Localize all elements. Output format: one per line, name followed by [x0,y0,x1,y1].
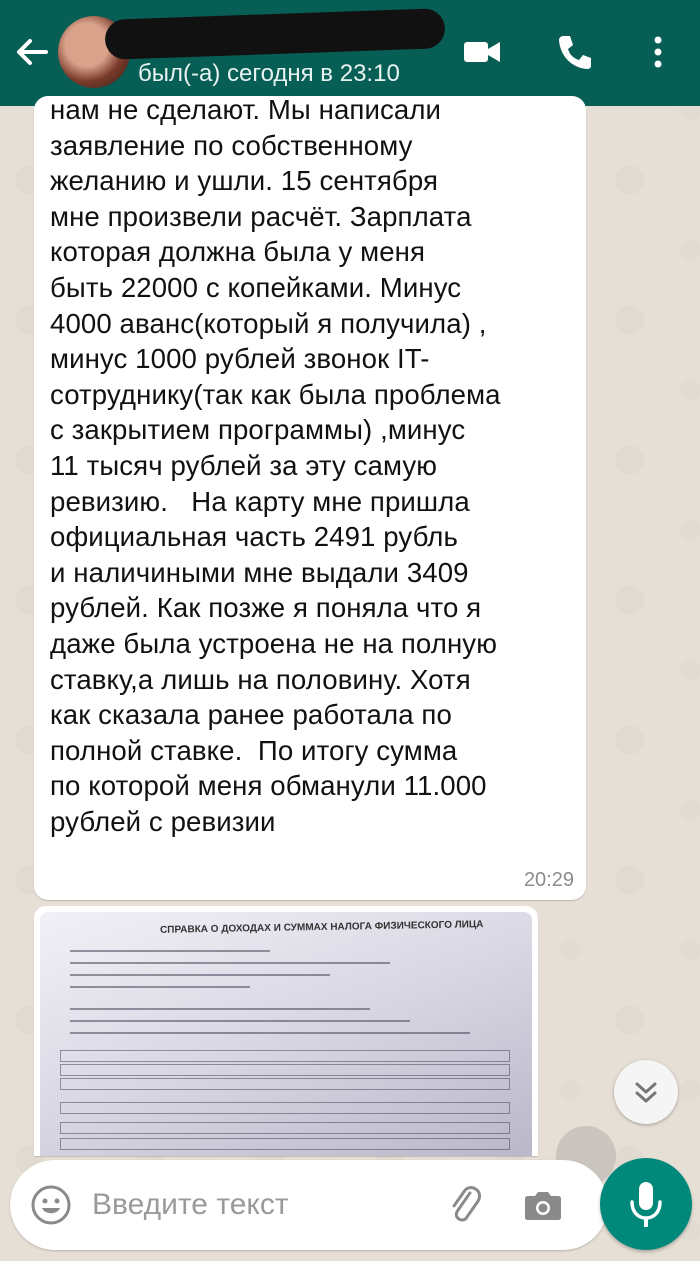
back-button[interactable] [10,30,54,74]
document-table-row [60,1050,510,1062]
document-text-line [70,986,250,988]
message-text: нам не сделают. Мы написали заявление по собственному желанию и ушли. 15 сентября мне произвели расчёт. Зарплата которая должна была у меня быть 22000 с копейками. Минус 4000 аванс(который я получила) , минус 1000 рублей звонок IT- сотруднику(так как была проблема с закрытием программы) ,минус 11 тысяч рублей за эту самую ревизию. На карту мне пришла официальная часть 2491 рубль и наличиными мне выдали 3409 рублей. Как позже я поняла что я даже была устроена не на полную ставку,а лишь на половину. Хотя как сказала ранее работала по полной ставке. По итогу сумма по которой меня обманули 11.000 рублей с ревизии [50,96,501,837]
incoming-message-bubble[interactable] [34,96,586,900]
document-text-line [70,962,390,964]
chevron-double-down-icon [614,1060,678,1124]
more-options-button[interactable] [636,30,680,74]
document-text-line [70,1020,410,1022]
paperclip-icon [442,1182,488,1228]
document-title: СПРАВКА О ДОХОДАХ И СУММАХ НАЛОГА ФИЗИЧЕСКОГО ЛИЦА [159,919,484,936]
video-call-icon [460,30,504,74]
document-photo[interactable] [40,912,532,1156]
incoming-image-bubble[interactable] [34,906,538,1156]
message-composer [10,1160,608,1250]
emoji-button[interactable] [28,1182,74,1228]
voice-message-button[interactable] [600,1158,692,1250]
document-table-row [60,1064,510,1076]
document-table-row [60,1138,510,1150]
document-text-line [70,1008,370,1010]
scroll-to-bottom-button[interactable] [614,1060,678,1124]
last-seen-status[interactable]: был(-а) сегодня в 23:10 [138,60,400,87]
emoji-icon [28,1182,74,1228]
phone-icon [553,30,597,74]
camera-icon [520,1182,566,1228]
voice-call-button[interactable] [553,30,597,74]
contact-name-redacted[interactable] [104,8,445,60]
camera-button[interactable] [520,1182,566,1228]
video-call-button[interactable] [460,30,504,74]
attach-button[interactable] [442,1182,488,1228]
message-timestamp: 20:29 [523,869,574,891]
document-table-row [60,1078,510,1090]
document-table-row [60,1122,510,1134]
message-input[interactable] [92,1182,422,1228]
document-text-line [70,974,330,976]
document-table-row [60,1102,510,1114]
microphone-icon [600,1158,692,1250]
more-vert-icon [636,30,680,74]
document-text-line [70,1032,470,1034]
chat-header [0,0,700,106]
arrow-back-icon [10,30,54,74]
document-text-line [70,950,270,952]
